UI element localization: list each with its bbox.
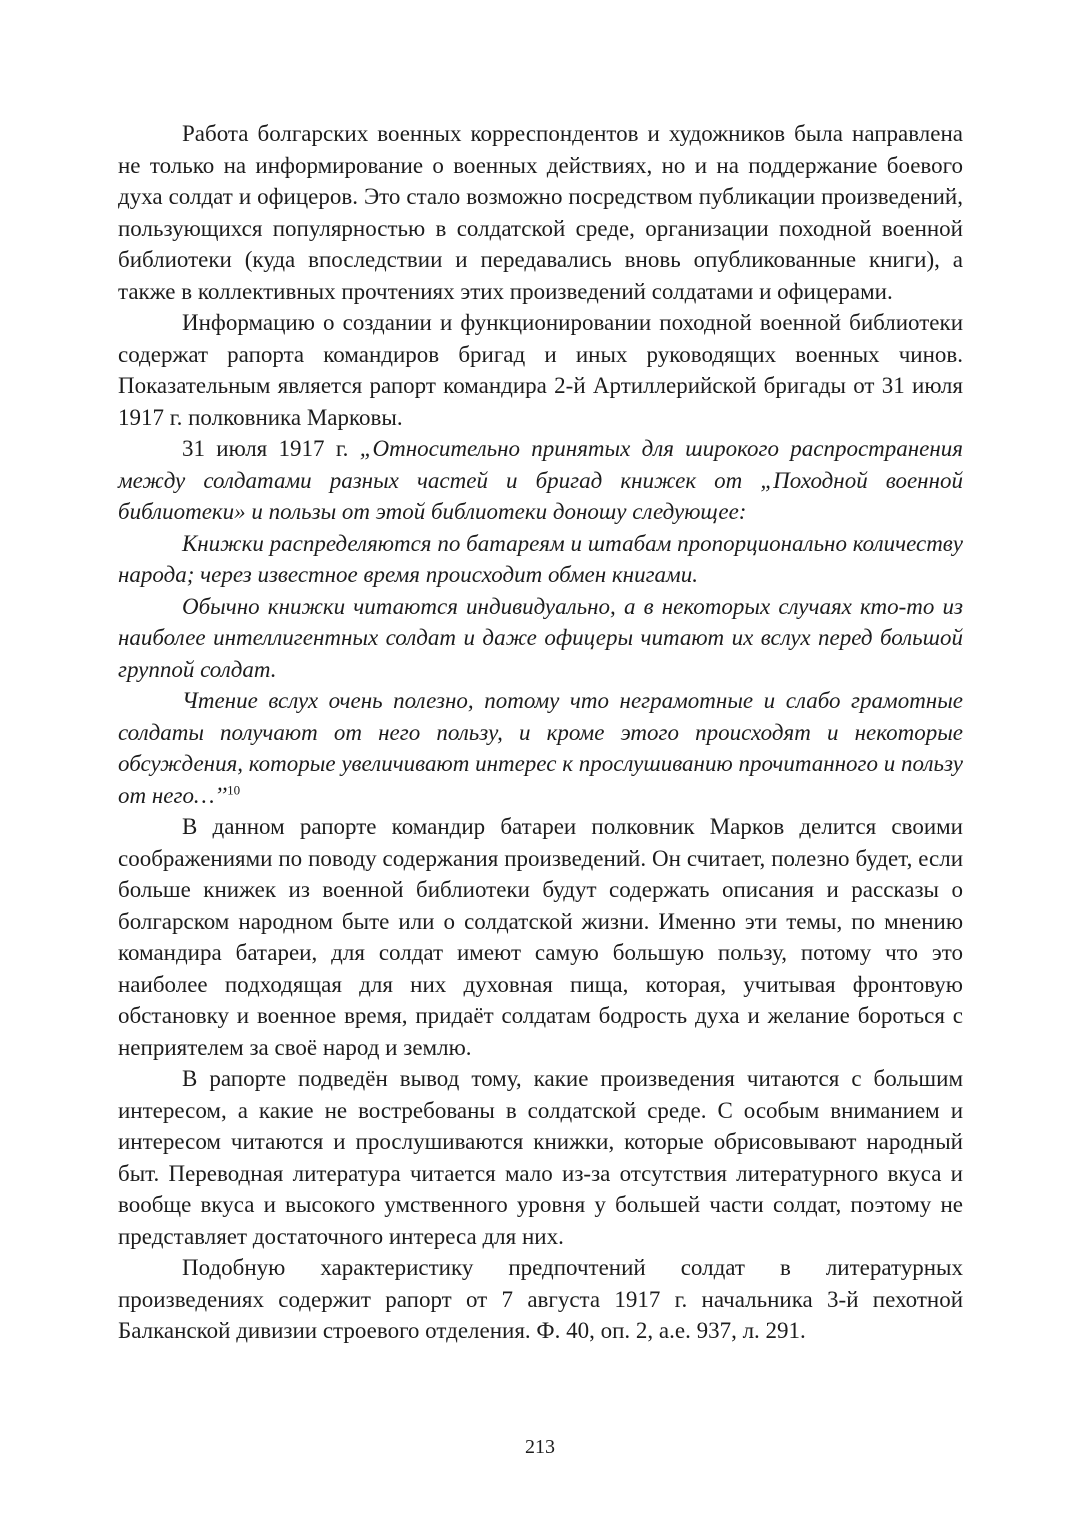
paragraph: Работа болгарских военных корреспондентов и художников была направлена не только на информирование о военных действиях, но и на поддержание боевого духа солдат и офицеров. Это стало возможно посредством публикации произведений, пользующихся популярностью в солдатской среде, организации походной военной библиотеки (куда впоследствии и передавались вновь опубликованные книги), а также в коллективных прочтениях этих произведений солдатами и офицерами. [118,121,963,304]
quote-text: Чтение вслух очень полезно, потому что неграмотные и слабо грамотные солдаты получают от него пользу, и кроме этого происходят и некоторые обсуждения, которые увеличивают интерес к прослушиванию прочитанного и пользу от него…’’ [118,688,963,808]
paragraph: Информацию о создании и функционировании походной военной библиотеки содержат рапорта командиров бригад и иных руководящих военных чинов. Показательным является рапорт командира 2-й Артиллерийской бригады от 31 июля 1917 г. полковника Марковы. [118,310,963,430]
quote-paragraph: Обычно книжки читаются индивидуально, а в некоторых случаях кто-то из наиболее интеллигентных солдат и даже офицеры читают их вслух перед большой группой солдат. [118,593,963,682]
paragraph: В рапорте подведён вывод тому, какие произведения читаются с большим интересом, а какие не востребованы в солдатской среде. С особым вниманием и интересом читаются и прослушиваются книжки, которые обрисовывают народный быт. Переводная литература читается мало из-за отсутствия литературного вкуса и вообще вкуса и высокого умственного уровня у большей части солдат, поэтому не представляет достаточного интереса для них. [118,1066,963,1249]
quote-intro-paragraph [118,433,963,528]
quote-paragraph-last [118,685,963,811]
quote-date: 31 июля 1917 г. [182,436,360,461]
paragraph: В данном рапорте командир батареи полковник Марков делится своими соображениями по поводу содержания произведений. Он считает, полезно будет, если больше книжек из военной библиотеки будут содержать описания и рассказы о болгарском народном быте или о солдатской жизни. Именно эти темы, по мнению командира батареи, для солдат имеют самую большую пользу, потому что это наиболее подходящая для них духовная пища, которая, учитывая фронтовую обстановку и военное время, придаёт солдатам бодрость духа и желание бороться с неприятелем за своё народ и землю. [118,814,963,1060]
page-number: 213 [525,1436,555,1458]
quote-intro: „Относительно принятых для широкого распространения между солдатами разных частей и бригад книжек от „Походной военной библиотеки» и пользы от этой библиотеки доношу следующее: [118,436,963,524]
paragraph: Подобную характеристику предпочтений солдат в литературных произведениях содержит рапорт от 7 августа 1917 г. начальника 3-й пехотной Балканской дивизии строевого отделения. Ф. 40, оп. 2, а.е. 937, л. 291. [118,1255,963,1343]
quote-paragraph: Книжки распределяются по батареям и штабам пропорционально количеству народа; через известное время происходит обмен книгами. [118,530,963,587]
body-text [118,118,963,1347]
footnote-reference: 10 [227,781,241,797]
